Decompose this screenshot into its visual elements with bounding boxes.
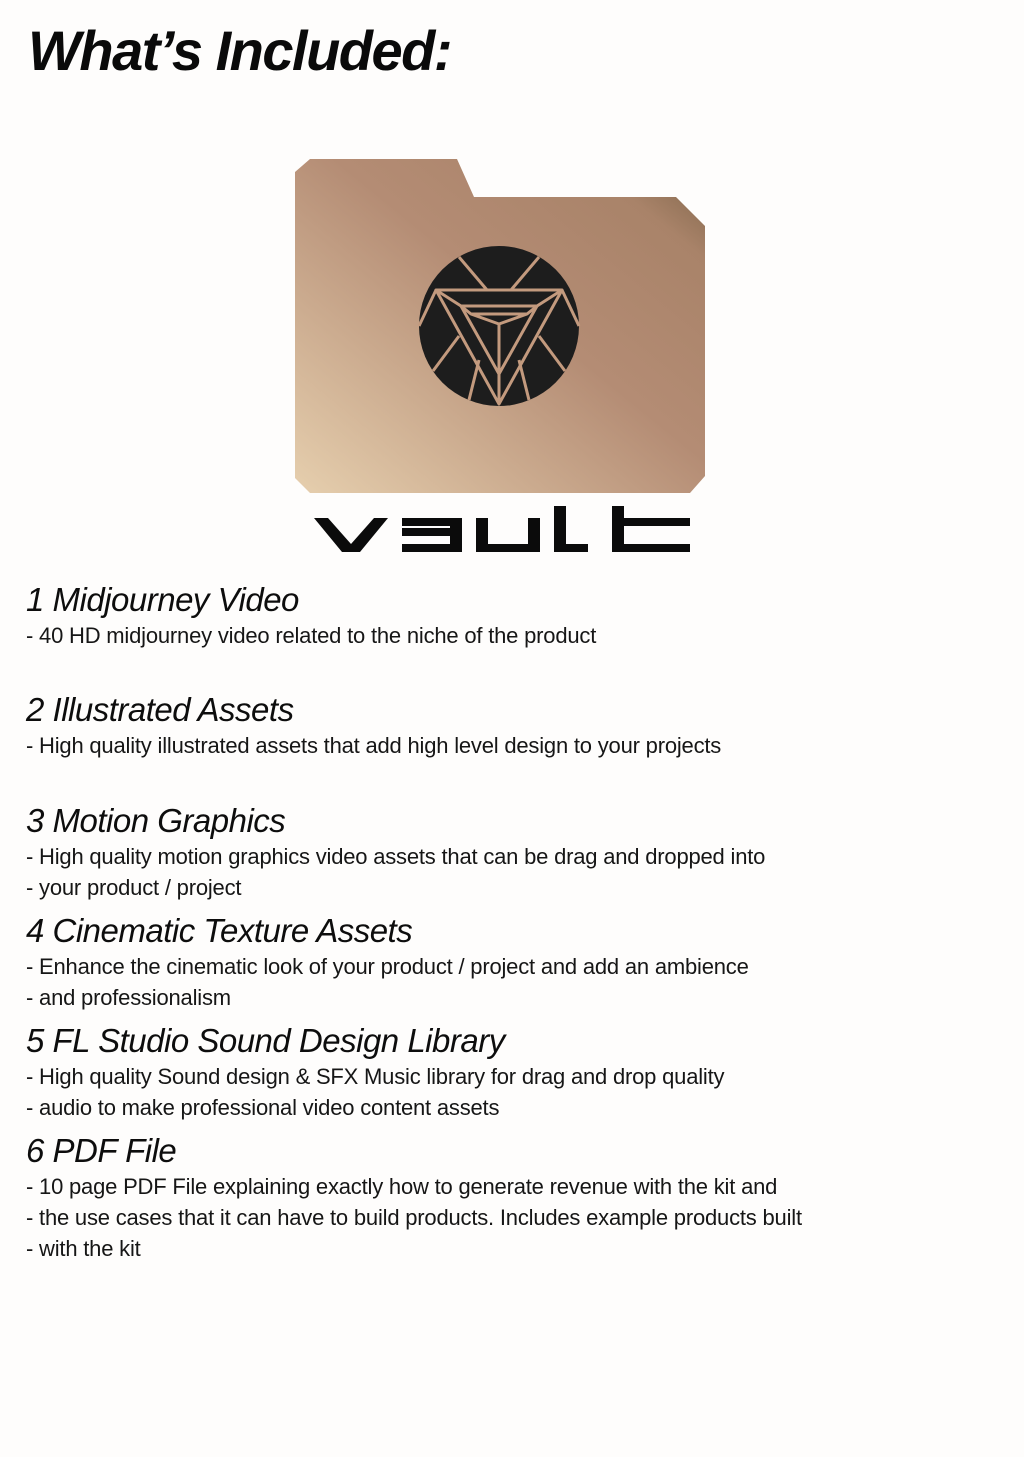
section-line: - and professionalism bbox=[26, 985, 231, 1010]
section-midjourney-video bbox=[26, 580, 986, 651]
vault-wordmark bbox=[314, 506, 694, 556]
folder-icon bbox=[292, 156, 708, 496]
section-motion-graphics bbox=[26, 801, 986, 903]
section-heading: 5 FL Studio Sound Design Library bbox=[26, 1022, 505, 1059]
section-line: - High quality motion graphics video assets that can be drag and dropped into bbox=[26, 844, 766, 869]
section-cinematic-texture-assets bbox=[26, 911, 986, 1013]
section-illustrated-assets bbox=[26, 690, 986, 761]
section-line: - 40 HD midjourney video related to the niche of the product bbox=[26, 623, 597, 648]
section-heading: 1 Midjourney Video bbox=[26, 581, 299, 618]
arc-reactor-icon bbox=[419, 246, 579, 406]
section-heading: 4 Cinematic Texture Assets bbox=[26, 912, 413, 949]
section-pdf-file bbox=[26, 1131, 986, 1264]
section-line: - High quality Sound design & SFX Music library for drag and drop quality bbox=[26, 1064, 725, 1089]
section-fl-studio-sound-design-library bbox=[26, 1021, 986, 1123]
section-line: - Enhance the cinematic look of your product / project and add an ambience bbox=[26, 954, 749, 979]
section-line: - your product / project bbox=[26, 875, 242, 900]
page-title: What’s Included: bbox=[28, 19, 451, 82]
section-line: - with the kit bbox=[26, 1236, 141, 1261]
section-heading: 2 Illustrated Assets bbox=[26, 691, 294, 728]
section-heading: 6 PDF File bbox=[26, 1132, 177, 1169]
vault-logo bbox=[292, 156, 708, 556]
section-line: - High quality illustrated assets that add high level design to your projects bbox=[26, 733, 722, 758]
section-line: - the use cases that it can have to build products. Includes example products built bbox=[26, 1205, 802, 1230]
section-line: - audio to make professional video content assets bbox=[26, 1095, 500, 1120]
section-heading: 3 Motion Graphics bbox=[26, 802, 286, 839]
section-line: - 10 page PDF File explaining exactly how to generate revenue with the kit and bbox=[26, 1174, 778, 1199]
